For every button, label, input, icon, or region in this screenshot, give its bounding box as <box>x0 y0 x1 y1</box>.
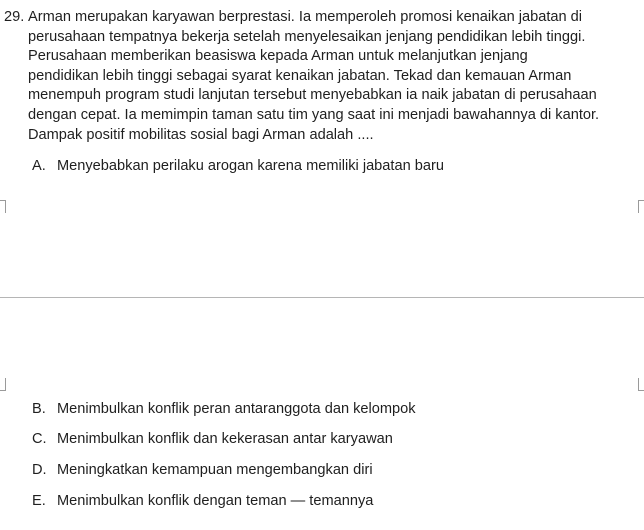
option-text: Menimbulkan konflik dan kekerasan antar karyawan <box>57 431 393 447</box>
option-letter: C. <box>32 431 47 447</box>
option-letter: E. <box>32 493 46 509</box>
frame-corner-top-left <box>0 200 6 213</box>
question-line-4: pendidikan lebih tinggi sebagai syarat kenaikan jabatan. Tekad dan kemauan Arman <box>28 67 572 84</box>
question-text: Arman merupakan karyawan berprestasi. Ia memperoleh promosi kenaikan jabatan di <box>28 9 583 25</box>
option-text: Menimbulkan konflik dengan teman — temannya <box>57 493 374 509</box>
question-line-7: Dampak positif mobilitas sosial bagi Arman adalah .... <box>28 126 374 143</box>
option-c[interactable] <box>32 430 393 449</box>
page-divider <box>0 297 644 298</box>
option-b[interactable] <box>32 400 416 419</box>
frame-corner-top-right <box>638 200 644 213</box>
option-letter: A. <box>32 158 46 174</box>
option-a[interactable] <box>32 157 444 176</box>
question-line-5: menempuh program studi lanjutan tersebut menyebabkan ia naik jabatan di perusahaan <box>28 87 597 104</box>
option-text: Meningkatkan kemampuan mengembangkan diri <box>57 462 373 478</box>
option-text: Menimbulkan konflik peran antaranggota dan kelompok <box>57 401 416 417</box>
option-e[interactable] <box>32 492 373 511</box>
question-block <box>4 8 640 145</box>
question-line-2: perusahaan tempatnya bekerja setelah menyelesaikan jenjang pendidikan lebih tinggi. <box>28 28 586 45</box>
option-letter: B. <box>32 401 46 417</box>
question-line-6: dengan cepat. Ia memimpin taman satu tim yang saat ini menjadi bawahannya di kantor. <box>28 106 600 123</box>
frame-corner-bottom-right <box>638 378 644 391</box>
option-text: Menyebabkan perilaku arogan karena memiliki jabatan baru <box>57 158 444 174</box>
option-letter: D. <box>32 462 47 478</box>
question-number: 29. <box>4 9 25 25</box>
question-line-1 <box>4 8 640 28</box>
frame-corner-bottom-left <box>0 378 6 391</box>
question-line-3: Perusahaan memberikan beasiswa kepada Arman untuk melanjutkan jenjang <box>28 48 528 65</box>
option-d[interactable] <box>32 461 373 480</box>
